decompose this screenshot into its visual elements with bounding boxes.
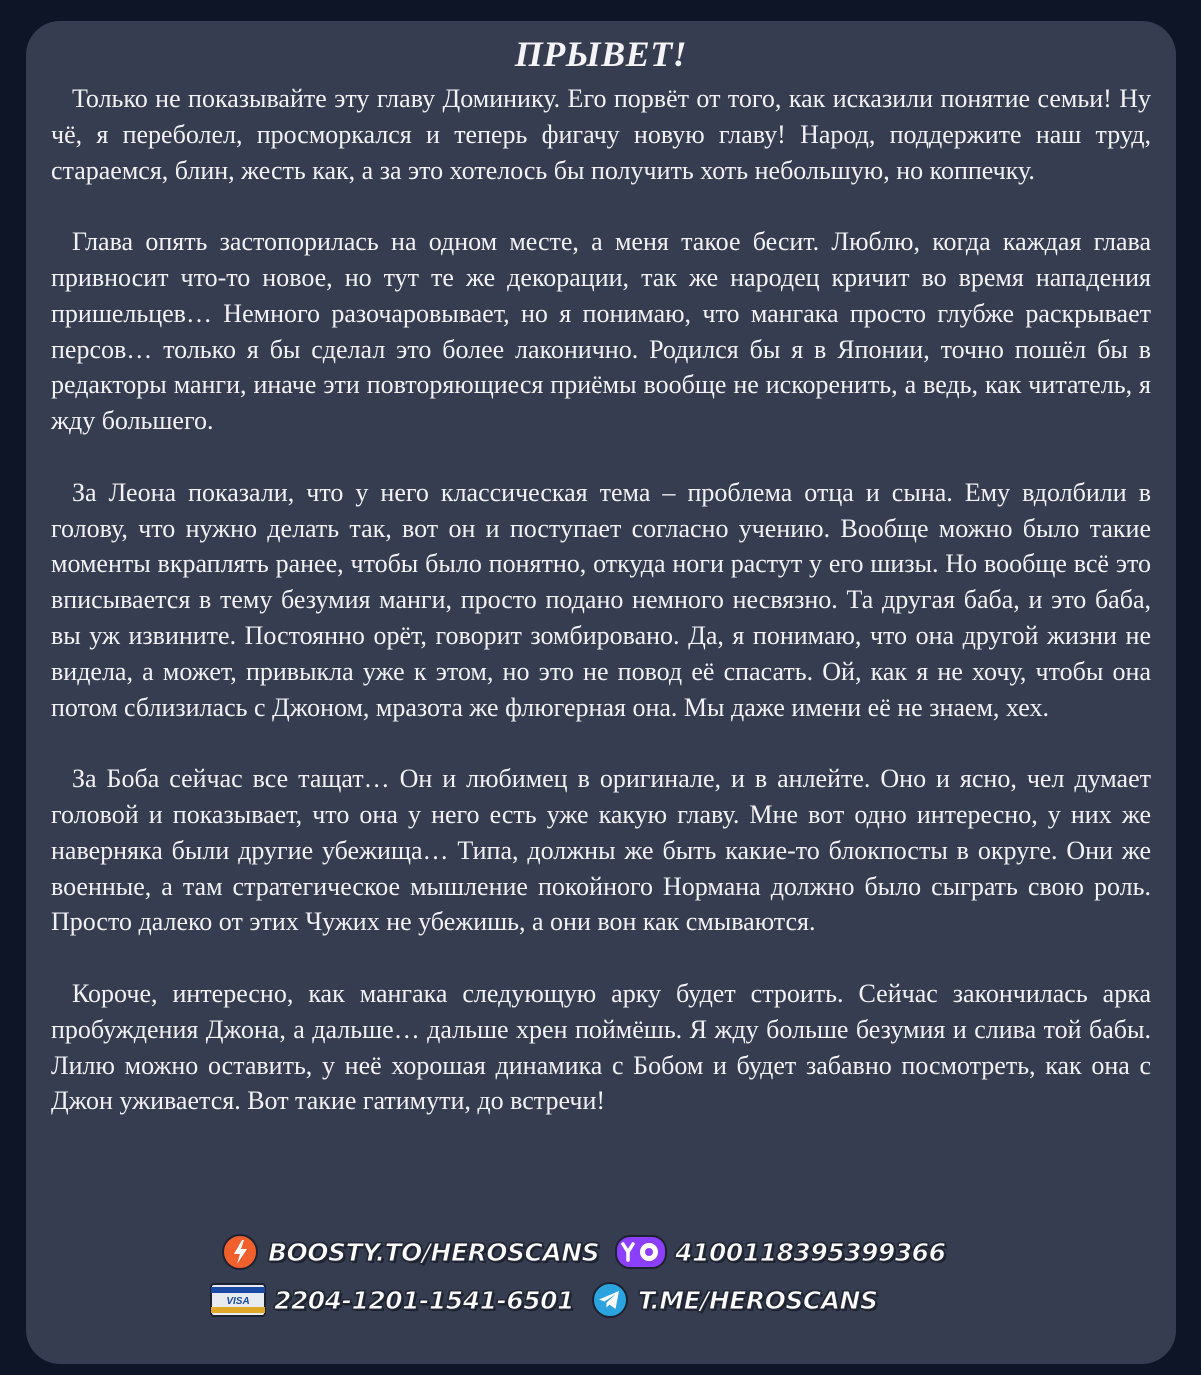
boosty-url: BOOSTY.TO/HEROSCANS xyxy=(268,1237,600,1267)
telegram-url: T.ME/HEROSCANS xyxy=(637,1285,878,1315)
boosty-link[interactable] xyxy=(220,1232,599,1272)
paragraph-1: Только не показывайте эту главу Доминику. Его порвёт от того, как исказили понятие семьи! Ну чё, я переболел, просморкался и теперь фигачу новую главу! Народ, поддержите наш труд, стараемся, блин, жесть как, а за это хотелось бы получить хоть небольшую, но коппечку. xyxy=(51,84,1151,185)
yoomoney-number: 4100118395399366 xyxy=(675,1237,946,1267)
notice-card xyxy=(26,21,1176,1364)
telegram-icon xyxy=(590,1280,630,1320)
visa-card[interactable] xyxy=(210,1283,574,1317)
footer-row-2 xyxy=(210,1278,893,1322)
visa-label: VISA xyxy=(226,1296,250,1307)
paragraph-5: Короче, интересно, как мангака следующую арку будет строить. Сейчас закончилась арка пробуждения Джона, а дальше… дальше хрен поймёшь. Я жду больше безумия и слива той бабы. Лилю можно оставить, у неё хорошая динамика с Бобом и будет забавно посмотреть, как она с Джон уживается. Вот такие гатимути, до встречи! xyxy=(51,978,1151,1116)
card-number: 2204-1201-1541-6501 xyxy=(274,1285,574,1315)
page-title: ПРЫВЕТ! xyxy=(514,34,688,74)
paragraph-3: За Леона показали, что у него классическая тема – проблема отца и сына. Ему вдолбили в голову, что нужно делать так, вот он и поступает согласно учению. Вообще можно было такие моменты вкраплять ранее, чтобы было понятно, откуда ноги растут у его шизы. Но вообще всё это вписывается в тему безумия манги, просто подано немного несвязно. Та другая баба, и это баба, вы уж извините. Постоянно орёт, говорит зомбировано. Да, я понимаю, что она другой жизни не видела, а может, привыкла уже к этом, но это не повод её спасать. Ой, как я не хочу, чтобы она потом сблизилась с Джоном, мразота же флюгерная она. Мы даже имени её не знаем, хех. xyxy=(51,477,1151,722)
yoomoney-icon xyxy=(615,1234,667,1270)
body-text xyxy=(51,81,1151,1119)
boosty-icon xyxy=(220,1232,260,1272)
telegram-link[interactable] xyxy=(590,1280,878,1320)
footer-row-1 xyxy=(220,1230,961,1274)
visa-card-icon xyxy=(210,1283,266,1317)
yoomoney-wallet[interactable] xyxy=(615,1234,945,1270)
paragraph-4: За Боба сейчас все тащат… Он и любимец в оригинале, и в анлейте. Оно и ясно, чел думает головой и показывает, что она у него есть уже какую главу. Мне вот одно интересно, у них же наверняка были другие убежища… Типа, должны же быть какие-то блокпосты в округе. Они же военные, а там стратегическое мышление покойного Нормана должно было сыграть свою роль. Просто далеко от этих Чужих не убежишь, а они вон как смываются. xyxy=(51,764,1151,937)
paragraph-2: Глава опять застопорилась на одном месте, а меня такое бесит. Люблю, когда каждая глава привносит что-то новое, но тут те же декорации, так же народец кричит во время нападения пришельцев… Немного разочаровывает, но я понимаю, что мангака просто глубже раскрывает персов… только я бы сделал это более лаконично. Родился бы я в Японии, точно пошёл бы в редакторы манги, иначе эти повторяющиеся приёмы вообще не искоренить, а ведь, как читатель, я жду большего. xyxy=(51,227,1151,436)
